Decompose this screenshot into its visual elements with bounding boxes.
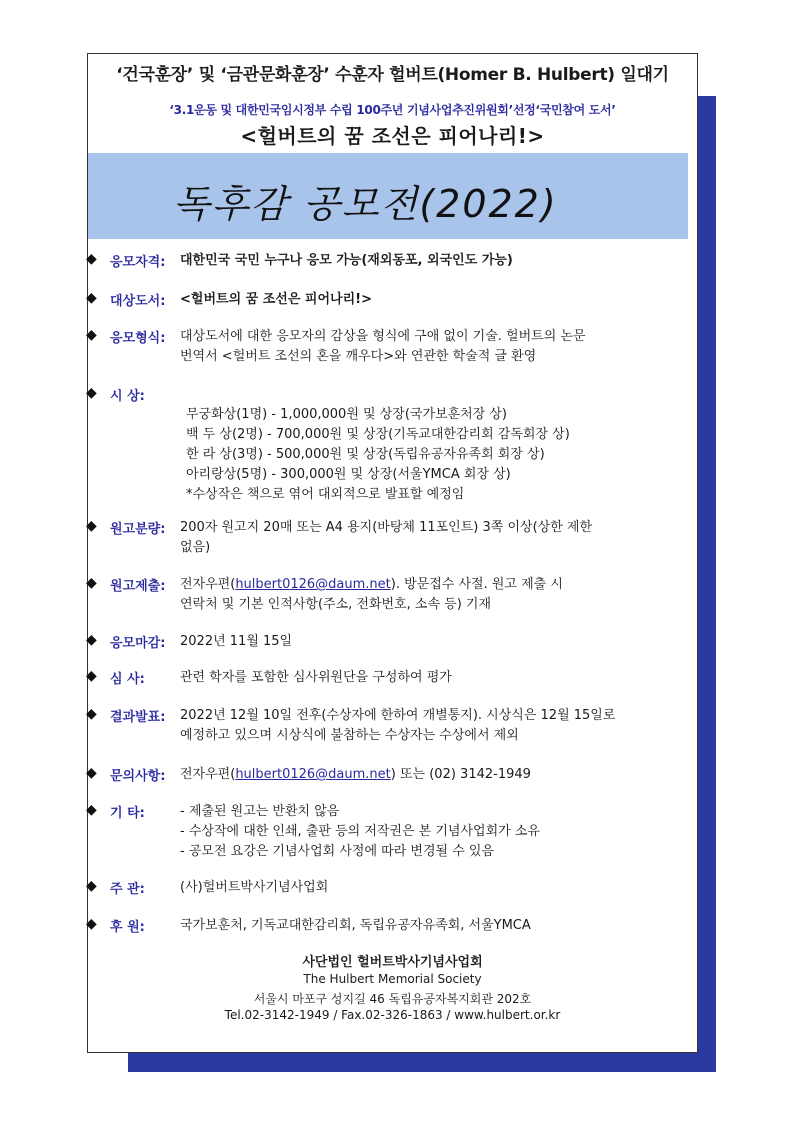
diamond-bullet-icon: ◆ — [86, 878, 97, 894]
judging-label: 심 사: — [110, 672, 145, 687]
etc-item: - 공모전 요강은 기념사업회 사정에 따라 변경될 수 있음 — [180, 844, 495, 859]
submission-line-1: 전자우편(hulbert0126@daum.net). 방문접수 사절. 원고 제출 시 — [180, 577, 563, 592]
diamond-bullet-icon: ◆ — [86, 668, 97, 684]
format-line-2: 번역서 <헐버트 조선의 혼을 깨우다>와 연관한 학술적 글 환영 — [180, 349, 537, 364]
book-text: <헐버트의 꿈 조선은 피어나리!> — [180, 292, 372, 307]
judging-text: 관련 학자를 포함한 심사위원단을 구성하여 평가 — [180, 670, 452, 685]
submission-line-2: 연락처 및 기본 인적사항(주소, 전화번호, 소속 등) 기재 — [180, 597, 492, 612]
etc-item: - 제출된 원고는 반환치 않음 — [180, 804, 340, 819]
submission-email-link[interactable]: hulbert0126@daum.net — [235, 577, 391, 592]
format-text — [180, 327, 691, 367]
diamond-bullet-icon: ◆ — [86, 251, 97, 267]
diamond-bullet-icon: ◆ — [86, 802, 97, 818]
diamond-bullet-icon: ◆ — [86, 290, 97, 306]
inquiry-email-link[interactable]: hulbert0126@daum.net — [235, 767, 391, 782]
eligibility-label: 응모자격: — [110, 255, 166, 270]
inquiry-text: 전자우편(hulbert0126@daum.net) 또는 (02) 3142-1949 — [180, 767, 531, 782]
length-line-2: 없음) — [180, 540, 211, 555]
prize-mugunghwa: 무궁화상(1명) - 1,000,000원 및 상장(국가보훈처장 상) — [186, 407, 508, 422]
diamond-bullet-icon: ◆ — [86, 385, 97, 401]
submission-text — [180, 575, 691, 615]
book-title: <헐버트의 꿈 조선은 피어나리!> — [240, 124, 545, 148]
diamond-bullet-icon: ◆ — [86, 327, 97, 343]
format-label: 응모형식: — [110, 331, 166, 346]
length-label: 원고분량: — [110, 522, 166, 537]
results-text — [180, 706, 691, 746]
prize-halla: 한 라 상(3명) - 500,000원 및 상장(독립유공자유족회 회장 상) — [186, 447, 545, 462]
poster-card — [87, 53, 698, 1053]
results-label: 결과발표: — [110, 710, 166, 725]
results-line-2: 예정하고 있으며 시상식에 불참하는 수상자는 수상에서 제외 — [180, 728, 519, 743]
host-label: 주 관: — [110, 882, 145, 897]
prize-arirang: 아리랑상(5명) - 300,000원 및 상장(서울YMCA 회장 상) — [186, 467, 511, 482]
submission-label: 원고제출: — [110, 579, 166, 594]
footer-address: 서울시 마포구 성지길 46 독립유공자복지회관 202호 — [253, 992, 532, 1006]
length-line-1: 200자 원고지 20매 또는 A4 용지(바탕체 11포인트) 3쪽 이상(상한 제한 — [180, 520, 593, 535]
title-banner — [88, 153, 688, 239]
host-text: (사)헐버트박사기념사업회 — [180, 880, 329, 895]
eligibility-text: 대한민국 국민 누구나 응모 가능(재외동포, 외국인도 가능) — [180, 253, 513, 268]
diamond-bullet-icon: ◆ — [86, 632, 97, 648]
footer-org-ko: 사단법인 헐버트박사기념사업회 — [302, 955, 483, 970]
subtitle: ‘3.1운동 및 대한민국임시정부 수립 100주년 기념사업추진위원회’선정‘국민참여 도서’ — [169, 103, 616, 117]
footer-contact: Tel.02-3142-1949 / Fax.02-326-1863 / www.hulbert.or.kr — [224, 1008, 561, 1022]
prize-note: *수상작은 책으로 엮어 대외적으로 발표할 예정임 — [186, 487, 465, 502]
diamond-bullet-icon: ◆ — [86, 575, 97, 591]
diamond-bullet-icon: ◆ — [86, 916, 97, 932]
footer-org-en: The Hulbert Memorial Society — [303, 972, 482, 986]
format-line-1: 대상도서에 대한 응모자의 감상을 형식에 구애 없이 기술. 헐버트의 논문 — [180, 329, 586, 344]
book-label: 대상도서: — [110, 294, 166, 309]
sponsor-label: 후 원: — [110, 920, 145, 935]
results-line-1: 2022년 12월 10일 전후(수상자에 한하여 개별통지). 시상식은 12월 15일로 — [180, 708, 616, 723]
diamond-bullet-icon: ◆ — [86, 518, 97, 534]
etc-item: - 수상작에 대한 인쇄, 출판 등의 저작권은 본 기념사업회가 소유 — [180, 824, 540, 839]
etc-label: 기 타: — [110, 806, 145, 821]
diamond-bullet-icon: ◆ — [86, 765, 97, 781]
etc-text — [180, 802, 691, 862]
banner-title: 독후감 공모전(2022) — [173, 182, 558, 226]
awards-label: 시 상: — [110, 389, 145, 404]
deadline-label: 응모마감: — [110, 636, 166, 651]
length-text — [180, 518, 691, 558]
sponsor-text: 국가보훈처, 기독교대한감리회, 독립유공자유족회, 서울YMCA — [180, 918, 531, 933]
inquiry-label: 문의사항: — [110, 769, 166, 784]
prize-baekdu: 백 두 상(2명) - 700,000원 및 상장(기독교대한감리회 감독회장 상) — [186, 427, 570, 442]
diamond-bullet-icon: ◆ — [86, 706, 97, 722]
top-title: ‘건국훈장’ 및 ‘금관문화훈장’ 수훈자 헐버트(Homer B. Hulbert) 일대기 — [116, 65, 669, 85]
deadline-text: 2022년 11월 15일 — [180, 634, 293, 649]
